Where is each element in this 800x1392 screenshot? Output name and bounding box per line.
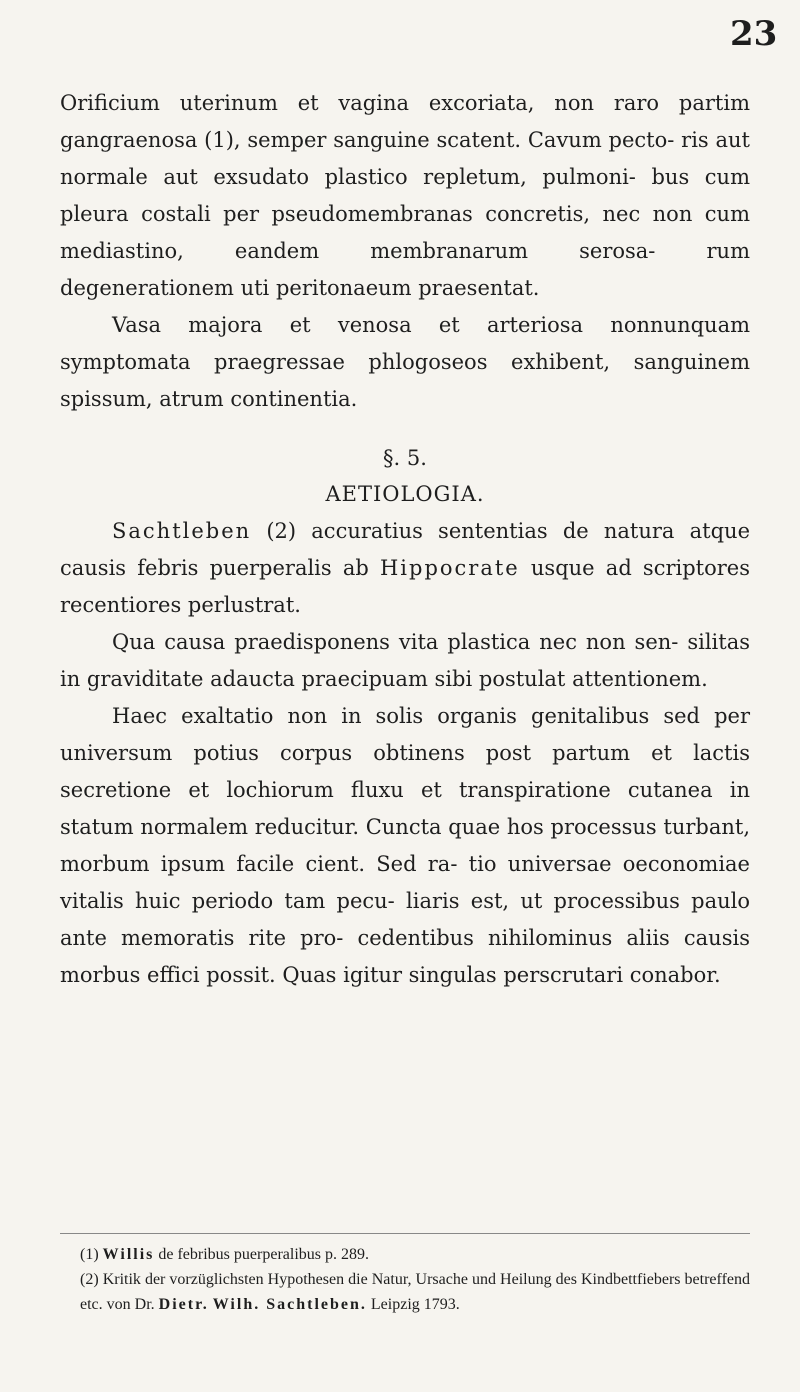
- text-line: nec non cum mediastino, eandem membranarum serosa-: [60, 202, 750, 263]
- main-text: [60, 85, 750, 994]
- paragraph-3: [60, 513, 750, 624]
- footnote-text: de febribus puerperalibus p. 289.: [154, 1246, 369, 1263]
- text-line: bus cum pleura costali per pseudomembranas concretis,: [60, 165, 750, 226]
- footnote-author: Willis: [102, 1246, 155, 1263]
- paragraph-5: [60, 698, 750, 994]
- text-line: lactis secretione et lochiorum fluxu et transpiratione: [60, 741, 750, 802]
- text-line: cutanea in statum normalem reducitur. Cuncta quae hos: [60, 778, 750, 839]
- footnote-1: [80, 1242, 750, 1267]
- footnotes: [80, 1242, 750, 1317]
- footnote-text: Leipzig 1793.: [366, 1296, 460, 1313]
- author-name: Sachtleben: [112, 519, 252, 543]
- text-line: Qua causa praedisponens vita plastica nec non sen-: [112, 630, 679, 654]
- footnote-separator: [60, 1233, 750, 1234]
- text-line: ad scriptores recentiores perlustrat.: [60, 556, 750, 617]
- paragraph-1: [60, 85, 750, 307]
- text-line: Quas igitur singulas perscrutari conabor.: [282, 963, 721, 987]
- section-number: §. 5.: [383, 446, 427, 470]
- footnote-text: und Heilung des Kindbettfiebers betreffend etc. von Dr.: [80, 1271, 750, 1313]
- paragraph-2: [60, 307, 750, 418]
- footnote-author: Dietr.: [158, 1296, 209, 1313]
- text-line: attentionem.: [572, 667, 708, 691]
- text-line: rum degenerationem uti peritonaeum praesentat.: [60, 239, 750, 300]
- paragraph-4: [60, 624, 750, 698]
- page-number: 23: [730, 14, 778, 54]
- text-line: ris aut normale aut exsudato plastico repletum, pulmoni-: [60, 128, 750, 189]
- text-line: (2) accuratius sententias de natura: [251, 519, 675, 543]
- text-line: liaris est, ut processibus paulo ante memoratis rite pro-: [60, 889, 750, 950]
- section-title: AETIOLOGIA.: [325, 482, 485, 506]
- footnote-mark: (1): [80, 1246, 99, 1263]
- text-line: cedentibus nihilominus aliis causis morbus effici possit.: [60, 926, 750, 987]
- text-line: tio universae oeconomiae vitalis huic periodo tam pecu-: [60, 852, 750, 913]
- text-line: symptomata praegressae phlogoseos exhibent, sanguinem: [60, 350, 750, 374]
- text-line: Orificium uterinum et vagina excoriata, non raro partim: [60, 91, 750, 115]
- author-name: Hippocrate: [379, 556, 520, 580]
- text-line: gangraenosa (1), semper sanguine scatent. Cavum pecto-: [60, 128, 675, 152]
- text-line: processus turbant, morbum ipsum facile cient. Sed ra-: [60, 815, 750, 876]
- footnote-mark: (2): [80, 1271, 99, 1288]
- text-line: per universum potius corpus obtinens post partum et: [60, 704, 750, 765]
- text-line: usque: [519, 556, 595, 580]
- footnote-text: Kritik der vorzüglichsten Hypothesen die Natur, Ursache: [98, 1271, 468, 1288]
- text-line: Vasa majora et venosa et arteriosa nonnunquam: [112, 313, 750, 337]
- text-line: Haec exaltatio non in solis organis genitalibus sed: [112, 704, 700, 728]
- text-line: spissum, atrum continentia.: [60, 387, 358, 411]
- footnote-author: Wilh. Sachtleben.: [212, 1296, 367, 1313]
- text-line: atque causis febris puerperalis ab: [60, 519, 750, 580]
- text-line: silitas in graviditate adaucta praecipuam sibi postulat: [60, 630, 750, 691]
- footnote-2: [80, 1267, 750, 1317]
